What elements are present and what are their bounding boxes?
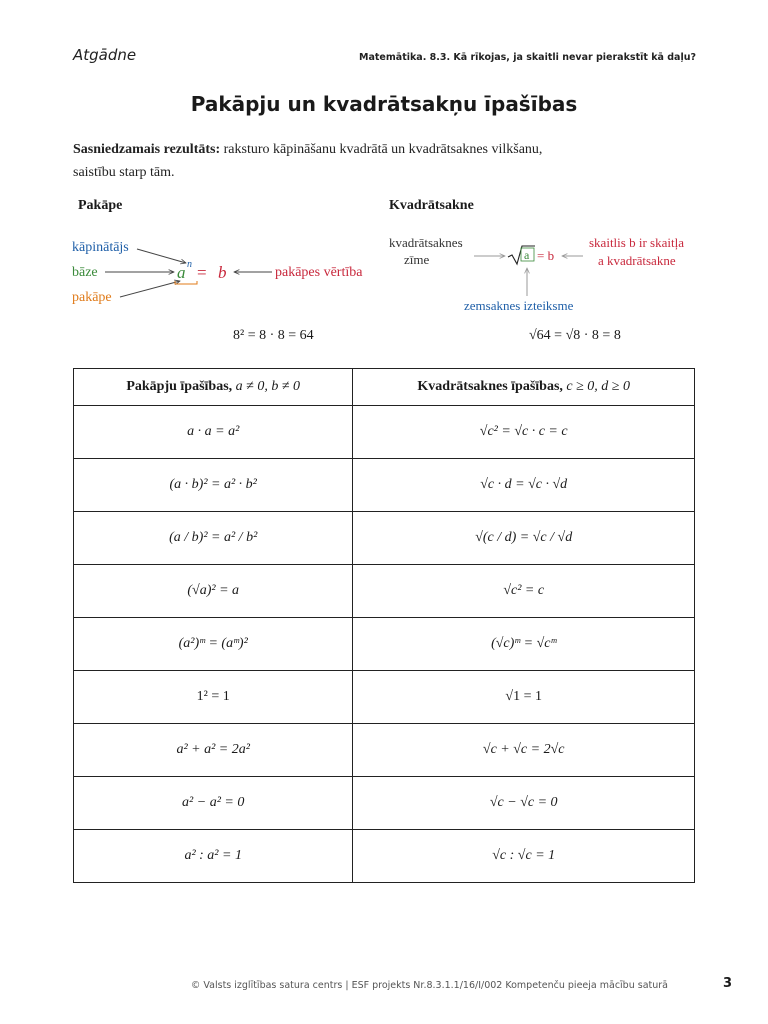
learning-outcome-label: Sasniedzamais rezultāts:	[73, 142, 221, 157]
power-property: 1² = 1	[74, 671, 353, 724]
header-label: Atgādne	[73, 46, 137, 64]
page-number: 3	[722, 976, 732, 991]
power-header-text: Pakāpju īpašības,	[126, 379, 233, 394]
sqrt-property: √c : √c = 1	[353, 830, 695, 883]
learning-outcome	[73, 138, 633, 184]
sqrt-heading: Kvadrātsakne	[389, 198, 474, 213]
sqrt-property: √c² = c	[353, 565, 695, 618]
sqrt-example: √64 = √8 · 8 = 8	[529, 328, 621, 343]
radicand-label: zemsaknes izteiksme	[464, 298, 574, 313]
table-row	[74, 671, 695, 724]
power-property: (a / b)² = a² / b²	[74, 512, 353, 565]
base-label: bāze	[72, 265, 98, 280]
sqrt-result: = b	[537, 248, 555, 263]
sqrt-property: √c² = √c · c = c	[353, 406, 695, 459]
formula-exponent: n	[187, 259, 192, 270]
power-example: 8² = 8 · 8 = 64	[233, 328, 314, 343]
sqrt-property: √(c / d) = √c / √d	[353, 512, 695, 565]
power-arrow	[120, 281, 180, 297]
power-property: (a²)ᵐ = (aᵐ)²	[74, 618, 353, 671]
table-row	[74, 777, 695, 830]
sqrt-properties-header	[353, 369, 695, 406]
learning-outcome-text: raksturo kāpināšanu kvadrātā un kvadrātsaknes vilkšanu,	[220, 142, 543, 157]
table-header-row	[74, 369, 695, 406]
power-heading: Pakāpe	[78, 198, 123, 213]
sqrt-property: √c − √c = 0	[353, 777, 695, 830]
radicand: a	[524, 248, 530, 262]
power-property: a² − a² = 0	[74, 777, 353, 830]
power-property: (a · b)² = a² · b²	[74, 459, 353, 512]
power-property: a² : a² = 1	[74, 830, 353, 883]
sqrt-property: √1 = 1	[353, 671, 695, 724]
table-row	[74, 618, 695, 671]
sqrt-property: (√c)ᵐ = √cᵐ	[353, 618, 695, 671]
formula-equals: =	[197, 263, 207, 282]
power-header-condition: a ≠ 0, b ≠ 0	[235, 379, 301, 394]
formula-value: b	[218, 263, 227, 282]
table-row	[74, 512, 695, 565]
result-label-2: a kvadrātsakne	[598, 253, 676, 268]
sqrt-property: √c + √c = 2√c	[353, 724, 695, 777]
exponent-label: kāpinātājs	[72, 240, 129, 255]
power-property: (√a)² = a	[74, 565, 353, 618]
table-row	[74, 724, 695, 777]
exponent-arrow	[137, 249, 186, 263]
explanation-diagram	[0, 220, 768, 330]
power-property: a² + a² = 2a²	[74, 724, 353, 777]
learning-outcome-text-2: saistību starp tām.	[73, 165, 175, 180]
formula-base: a	[177, 263, 186, 282]
table-row	[74, 406, 695, 459]
footer-credits: © Valsts izglītības satura centrs | ESF projekts Nr.8.3.1.1/16/I/002 Kompetenču pieeja mācību saturā	[190, 980, 668, 991]
table-row	[74, 830, 695, 883]
power-label: pakāpe	[72, 290, 112, 305]
table-row	[74, 565, 695, 618]
properties-table	[73, 368, 695, 883]
page-title: Pakāpju un kvadrātsakņu īpašības	[190, 92, 578, 116]
power-properties-header	[74, 369, 353, 406]
power-property: a · a = a²	[74, 406, 353, 459]
result-label-1: skaitlis b ir skaitļa	[589, 235, 684, 250]
sqrt-property: √c · d = √c · √d	[353, 459, 695, 512]
sqrt-header-text: Kvadrātsaknes īpašības,	[417, 379, 563, 394]
value-label: pakāpes vērtība	[275, 265, 363, 280]
sign-label-2: zīme	[404, 252, 430, 267]
sign-label-1: kvadrātsaknes	[389, 235, 463, 250]
header-topic: Matemātika. 8.3. Kā rīkojas, ja skaitli nevar pierakstīt kā daļu?	[359, 52, 696, 63]
sqrt-header-condition: c ≥ 0, d ≥ 0	[566, 379, 630, 394]
table-row	[74, 459, 695, 512]
